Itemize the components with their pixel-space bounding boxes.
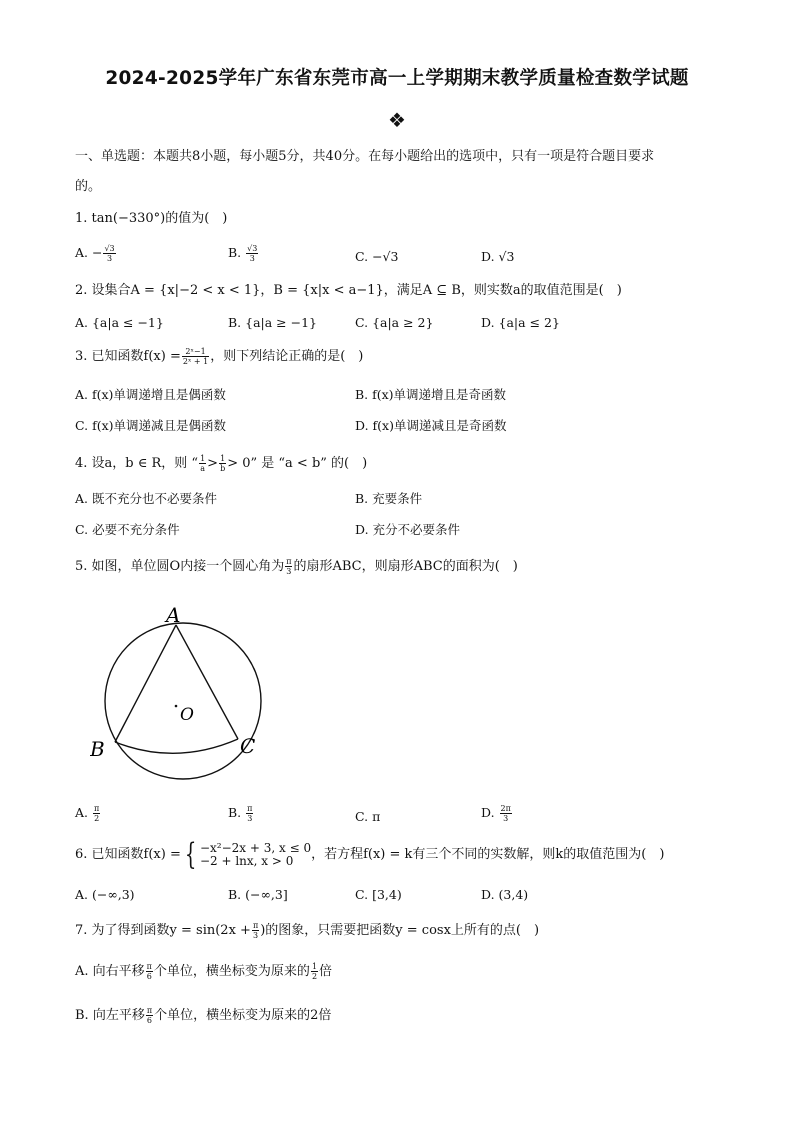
q2-option-d: D. {a|a ≤ 2} (481, 315, 560, 330)
q7-a-fraction-1 (146, 962, 153, 981)
q7-a-den: 6 (146, 972, 152, 981)
q3-fraction (182, 347, 209, 366)
unit-circle (105, 623, 261, 779)
q6-option-c: C. [3,4) (355, 887, 402, 902)
diamond-ornament-icon: ❖ (388, 108, 406, 132)
q5-pre: 5. 如图，单位圆O内接一个圆心角为 (75, 559, 285, 574)
label-a: A (166, 603, 181, 627)
question-7-stem (75, 921, 539, 940)
q2-option-a: A. {a|a ≤ −1} (75, 315, 164, 330)
radius-ab (115, 625, 176, 742)
q5-post: 的扇形ABC，则扇形ABC的面积为( ) (293, 559, 518, 574)
q6-option-a: A. (−∞,3) (75, 887, 135, 902)
q2-option-c: C. {a|a ≥ 2} (355, 315, 434, 330)
q4-fraction-2 (219, 454, 226, 473)
q1-b-den: 3 (249, 254, 255, 263)
q5-b-fraction (246, 804, 253, 823)
q7-post: )的图象，只需要把函数y = cosx上所有的点( ) (260, 923, 540, 938)
q5-d-num: 2π (500, 804, 511, 813)
q5-option-d (481, 804, 513, 823)
q7-a-num: π (146, 962, 152, 971)
q1-a-label: A. − (75, 245, 103, 260)
q3-option-d: D. f(x)单调递减且是奇函数 (355, 418, 507, 433)
q7-a-num2: 1 (311, 962, 318, 971)
sector-figure (90, 598, 280, 798)
brace-icon: { (184, 837, 197, 872)
q3-den: 2ˣ + 1 (182, 357, 209, 366)
q2-option-b: B. {a|a ≥ −1} (228, 315, 318, 330)
q5-a-den: 2 (94, 814, 100, 823)
q3-pre: 3. 已知函数f(x) = (75, 349, 181, 364)
q7-a-pre: A. 向右平移 (75, 964, 145, 979)
section-instructions: 一、单选题：本题共8小题，每小题5分，共40分。在每小题给出的选项中，只有一项是符合题目要求 (75, 149, 655, 164)
q4-option-c: C. 必要不充分条件 (75, 522, 180, 537)
q1-b-num: √3 (247, 244, 258, 253)
q4-option-a: A. 既不充分也不必要条件 (75, 491, 217, 506)
question-5-stem (75, 557, 518, 576)
q4-post: > 0” 是 “a < b” 的( ) (227, 456, 368, 471)
q3-option-b: B. f(x)单调递增且是奇函数 (355, 387, 507, 402)
label-c: C (240, 734, 256, 758)
q5-b-den: 3 (247, 814, 253, 823)
q5-a-label: A. (75, 805, 92, 820)
q1-a-num: √3 (104, 244, 115, 253)
q5-option-b (228, 804, 254, 823)
q5-d-label: D. (481, 805, 499, 820)
q5-d-fraction (500, 804, 512, 823)
arc-bc (115, 739, 238, 753)
q1-b-label: B. (228, 245, 246, 260)
q5-option-a (75, 804, 101, 823)
question-1-stem: 1. tan(−330°)的值为( ) (75, 211, 228, 226)
q3-option-c: C. f(x)单调递减且是偶函数 (75, 418, 226, 433)
q1-option-a (75, 244, 117, 263)
question-4-stem (75, 454, 367, 473)
q4-fraction-1 (199, 454, 206, 473)
section-instructions-cont: 的。 (75, 179, 102, 194)
q5-a-fraction (93, 804, 100, 823)
q4-f2-num: 1 (220, 454, 226, 463)
q7-option-b (75, 1006, 331, 1025)
label-b: B (90, 737, 105, 761)
q4-f2-den: b (220, 464, 226, 473)
q5-den: 3 (286, 567, 292, 576)
q3-option-a: A. f(x)单调递增且是偶函数 (75, 387, 226, 402)
q7-option-a (75, 962, 332, 981)
q7-a-post: 倍 (319, 964, 333, 979)
question-3-stem (75, 347, 363, 366)
q5-num: π (286, 557, 292, 566)
q5-option-c: C. π (355, 809, 381, 824)
q7-b-den: 6 (146, 1016, 152, 1025)
q7-a-fraction-2 (311, 962, 318, 981)
page-title: 2024-2025学年广东省东莞市高一上学期期末教学质量检查数学试题 (105, 68, 689, 89)
q3-num: 2ˣ−1 (182, 347, 209, 357)
q4-f1-den: a (200, 464, 205, 473)
q5-b-num: π (247, 804, 253, 813)
q1-b-fraction (246, 244, 258, 263)
q6-cases (200, 842, 311, 868)
q5-fraction (285, 557, 292, 576)
q6-option-d: D. (3,4) (481, 887, 529, 902)
q4-f1-num: 1 (200, 454, 206, 463)
q6-case-2: −2 + lnx, x > 0 (199, 854, 294, 868)
q4-pre: 4. 设a，b ∈ R，则 “ (75, 456, 199, 471)
q6-pre: 6. 已知函数f(x) = (75, 847, 181, 862)
q6-case-1: −x²−2x + 3, x ≤ 0 (199, 841, 312, 855)
q4-option-d: D. 充分不必要条件 (355, 522, 461, 537)
q7-a-mid: 个单位，横坐标变为原来的 (153, 964, 310, 979)
question-2-stem: 2. 设集合A = {x|−2 < x < 1}，B = {x|x < a−1}，满足A ⊆ B，则实数a的取值范围是( ) (75, 283, 622, 298)
q7-fraction (252, 921, 259, 940)
label-o: O (180, 705, 194, 725)
q4-mid: > (207, 456, 219, 471)
q7-b-num: π (146, 1006, 153, 1015)
q1-a-den: 3 (107, 254, 113, 263)
q7-a-den2: 2 (311, 972, 318, 981)
q7-b-post: 个单位，横坐标变为原来的2倍 (154, 1008, 332, 1023)
q5-d-den: 3 (503, 814, 509, 823)
q7-b-pre: B. 向左平移 (75, 1008, 145, 1023)
q7-pre: 7. 为了得到函数y = sin(2x + (75, 923, 251, 938)
q4-option-b: B. 充要条件 (355, 491, 423, 506)
q7-den: 3 (253, 931, 259, 940)
q1-option-d: D. √3 (481, 249, 515, 264)
q7-num: π (252, 921, 259, 930)
q1-option-b (228, 244, 259, 263)
center-point (175, 705, 178, 708)
q6-post: ，若方程f(x) = k有三个不同的实数解，则k的取值范围为( ) (311, 847, 665, 862)
q1-a-fraction (103, 244, 115, 263)
q5-b-label: B. (228, 805, 246, 820)
q5-a-num: π (93, 804, 100, 813)
q6-option-b: B. (−∞,3] (228, 887, 288, 902)
q3-post: ，则下列结论正确的是( ) (210, 349, 364, 364)
question-6-stem (75, 837, 665, 872)
q7-b-fraction (146, 1006, 153, 1025)
q1-option-c: C. −√3 (355, 249, 399, 264)
